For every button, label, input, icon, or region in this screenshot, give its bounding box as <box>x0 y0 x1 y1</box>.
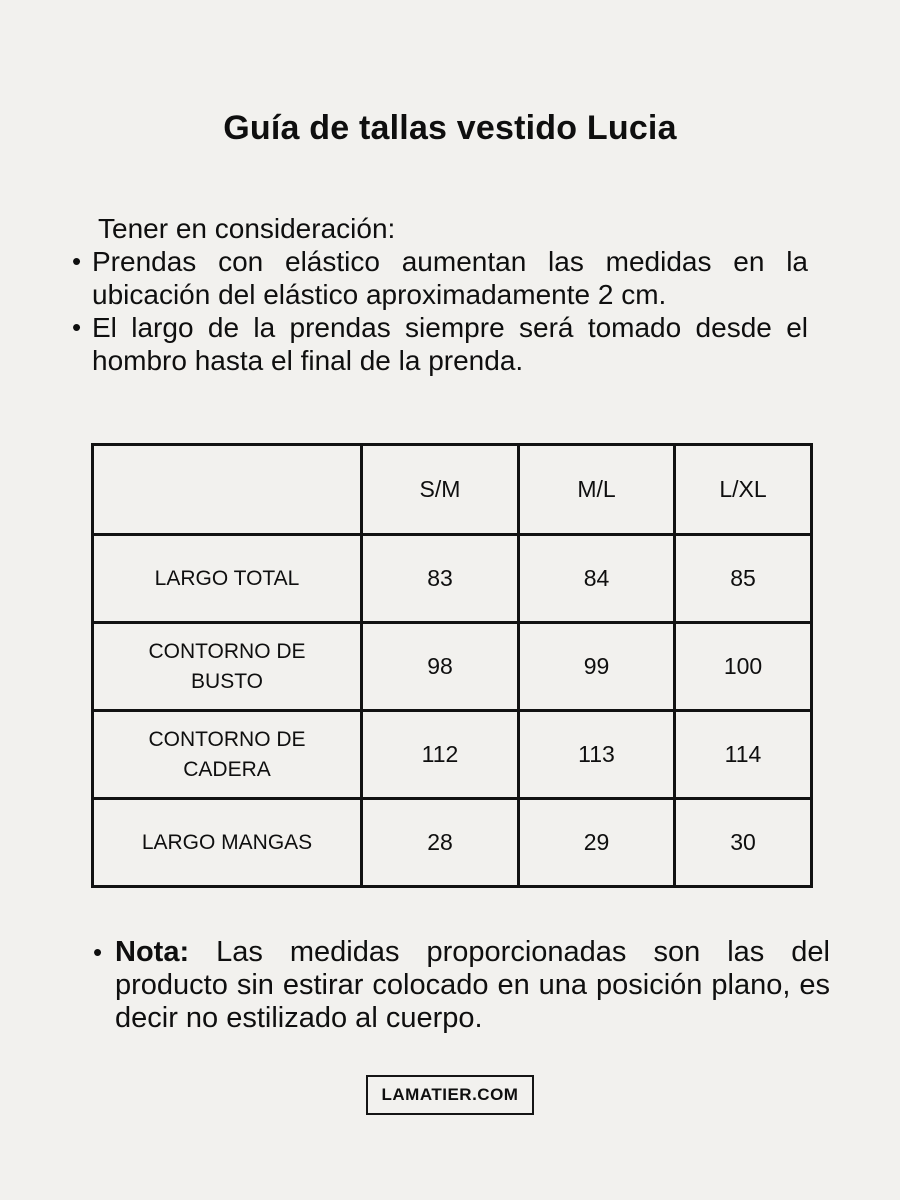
table-row-contorno-busto <box>93 623 812 711</box>
note-section <box>115 936 830 1035</box>
footer <box>0 1075 900 1115</box>
cell-value: 113 <box>519 711 675 799</box>
considerations-intro: Tener en consideración: <box>98 213 396 244</box>
size-table-corner-cell <box>93 445 362 535</box>
row-label <box>93 799 362 887</box>
cell-value: 28 <box>362 799 519 887</box>
cell-value: 114 <box>675 711 812 799</box>
brand-badge: LAMATIER.COM <box>366 1075 535 1115</box>
table-row-contorno-cadera <box>93 711 812 799</box>
row-label-text: CONTORNO DE CADERA <box>148 727 306 781</box>
considerations-list <box>92 245 808 377</box>
page-title: Guía de tallas vestido Lucia <box>223 109 677 147</box>
cell-value: 112 <box>362 711 519 799</box>
cell-value: 84 <box>519 535 675 623</box>
cell-value: 29 <box>519 799 675 887</box>
size-table-col-ml: M/L <box>519 445 675 535</box>
size-table-col-lxl: L/XL <box>675 445 812 535</box>
cell-value: 100 <box>675 623 812 711</box>
consideration-item: • El largo de la prendas siempre será tomado desde el hombro hasta el final de la prenda. <box>92 311 808 377</box>
row-label <box>93 623 362 711</box>
row-label-text: LARGO TOTAL <box>154 566 300 590</box>
consideration-item: • Prendas con elástico aumentan las medidas en la ubicación del elástico aproximadamente 2 cm. <box>92 245 808 311</box>
row-label-text: LARGO MANGAS <box>141 830 313 854</box>
size-table <box>91 443 813 888</box>
cell-value: 98 <box>362 623 519 711</box>
cell-value: 83 <box>362 535 519 623</box>
size-table-header-row <box>93 445 812 535</box>
table-row-largo-mangas <box>93 799 812 887</box>
table-row-largo-total <box>93 535 812 623</box>
cell-value: 99 <box>519 623 675 711</box>
cell-value: 30 <box>675 799 812 887</box>
note-label: Nota: <box>115 936 190 968</box>
considerations-section <box>92 212 808 377</box>
note-text: Las medidas proporcionadas son las del producto sin estirar colocado en una posición plano, es decir no estilizado al cuerpo. <box>115 936 830 1034</box>
size-table-col-sm: S/M <box>362 445 519 535</box>
row-label <box>93 711 362 799</box>
row-label-text: CONTORNO DE BUSTO <box>148 639 306 693</box>
row-label <box>93 535 362 623</box>
cell-value: 85 <box>675 535 812 623</box>
